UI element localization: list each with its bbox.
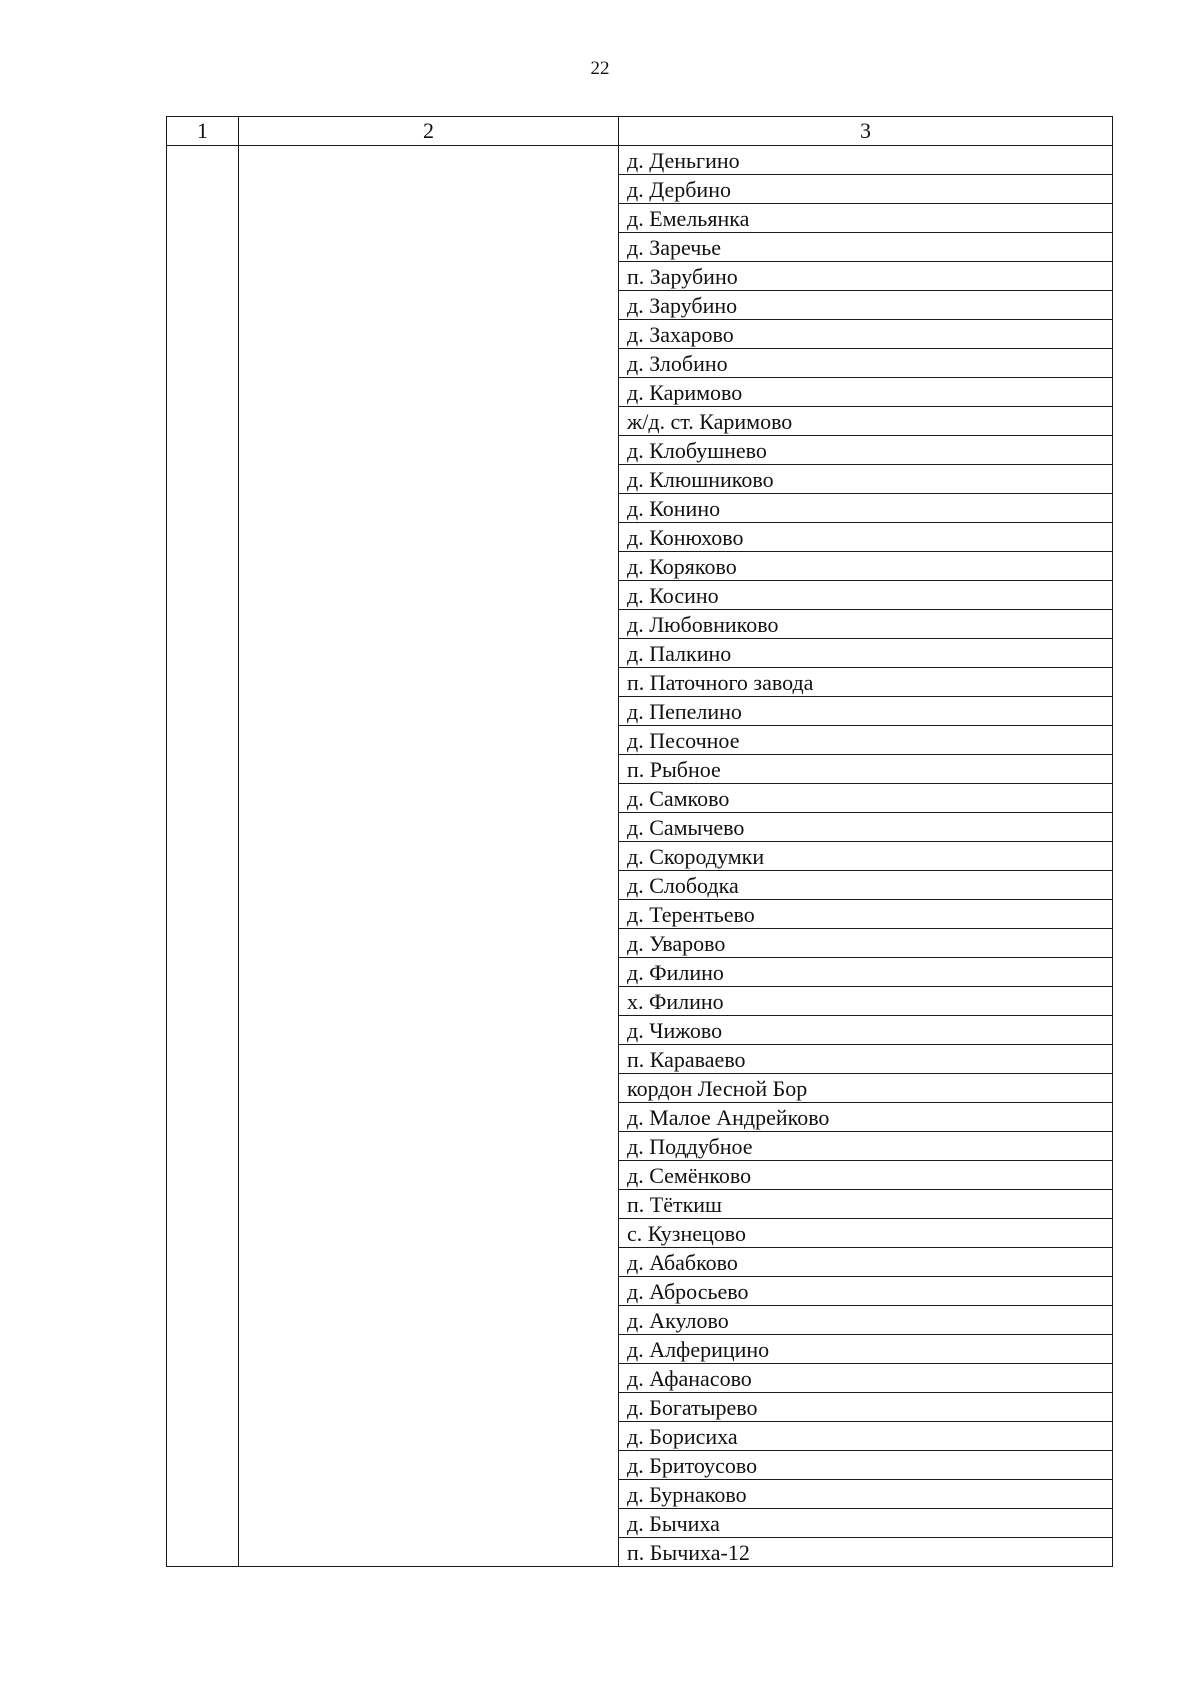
- column-header-1: 1: [167, 117, 239, 146]
- settlement-name-cell: д. Абабково: [619, 1248, 1113, 1277]
- settlement-name-cell: д. Каримово: [619, 378, 1113, 407]
- settlement-name-cell: п. Бычиха-12: [619, 1538, 1113, 1567]
- header-row: [167, 117, 1113, 146]
- column-1-cell: [167, 146, 239, 1567]
- page-number: 22: [590, 58, 610, 79]
- settlement-name-cell: с. Кузнецово: [619, 1219, 1113, 1248]
- settlement-name-cell: д. Конюхово: [619, 523, 1113, 552]
- settlement-name-cell: д. Слободка: [619, 871, 1113, 900]
- settlement-name-cell: д. Пепелино: [619, 697, 1113, 726]
- settlement-name-cell: д. Уварово: [619, 929, 1113, 958]
- settlement-name-cell: д. Абросьево: [619, 1277, 1113, 1306]
- column-2-cell: [239, 146, 619, 1567]
- settlement-name-cell: х. Филино: [619, 987, 1113, 1016]
- settlement-name-cell: д. Скородумки: [619, 842, 1113, 871]
- settlement-name-cell: д. Поддубное: [619, 1132, 1113, 1161]
- settlement-name-cell: д. Терентьево: [619, 900, 1113, 929]
- settlement-name-cell: д. Алферицино: [619, 1335, 1113, 1364]
- settlement-name-cell: д. Бритоусово: [619, 1451, 1113, 1480]
- settlement-name-cell: д. Чижово: [619, 1016, 1113, 1045]
- table-header: [167, 117, 1113, 146]
- settlement-name-cell: ж/д. ст. Каримово: [619, 407, 1113, 436]
- settlement-name-cell: д. Конино: [619, 494, 1113, 523]
- settlement-name-cell: д. Филино: [619, 958, 1113, 987]
- settlement-name-cell: д. Злобино: [619, 349, 1113, 378]
- settlement-name-cell: д. Борисиха: [619, 1422, 1113, 1451]
- settlement-name-cell: д. Клюшниково: [619, 465, 1113, 494]
- settlement-name-cell: д. Клобушнево: [619, 436, 1113, 465]
- settlement-name-cell: д. Бычиха: [619, 1509, 1113, 1538]
- settlement-name-cell: д. Заречье: [619, 233, 1113, 262]
- settlement-name-cell: п. Паточного завода: [619, 668, 1113, 697]
- settlements-table: [166, 116, 1113, 1567]
- settlement-name-cell: д. Зарубино: [619, 291, 1113, 320]
- settlement-name-cell: д. Самково: [619, 784, 1113, 813]
- settlement-name-cell: п. Караваево: [619, 1045, 1113, 1074]
- settlement-name-cell: п. Зарубино: [619, 262, 1113, 291]
- settlement-name-cell: д. Любовниково: [619, 610, 1113, 639]
- settlement-name-cell: д. Дербино: [619, 175, 1113, 204]
- settlement-name-cell: д. Косино: [619, 581, 1113, 610]
- settlement-name-cell: д. Песочное: [619, 726, 1113, 755]
- settlement-name-cell: д. Палкино: [619, 639, 1113, 668]
- settlement-name-cell: кордон Лесной Бор: [619, 1074, 1113, 1103]
- column-header-2: 2: [239, 117, 619, 146]
- settlement-name-cell: д. Коряково: [619, 552, 1113, 581]
- settlement-name-cell: д. Самычево: [619, 813, 1113, 842]
- table-body: [167, 146, 1113, 1567]
- settlement-name-cell: д. Бурнаково: [619, 1480, 1113, 1509]
- settlement-name-cell: д. Деньгино: [619, 146, 1113, 175]
- settlement-name-cell: д. Богатырево: [619, 1393, 1113, 1422]
- settlement-name-cell: д. Афанасово: [619, 1364, 1113, 1393]
- settlement-name-cell: д. Малое Андрейково: [619, 1103, 1113, 1132]
- settlement-name-cell: д. Акулово: [619, 1306, 1113, 1335]
- settlement-name-cell: п. Рыбное: [619, 755, 1113, 784]
- settlement-name-cell: п. Тёткиш: [619, 1190, 1113, 1219]
- table-row: [167, 146, 1113, 175]
- settlement-name-cell: д. Семёнково: [619, 1161, 1113, 1190]
- settlement-name-cell: д. Захарово: [619, 320, 1113, 349]
- column-header-3: 3: [619, 117, 1113, 146]
- settlement-name-cell: д. Емельянка: [619, 204, 1113, 233]
